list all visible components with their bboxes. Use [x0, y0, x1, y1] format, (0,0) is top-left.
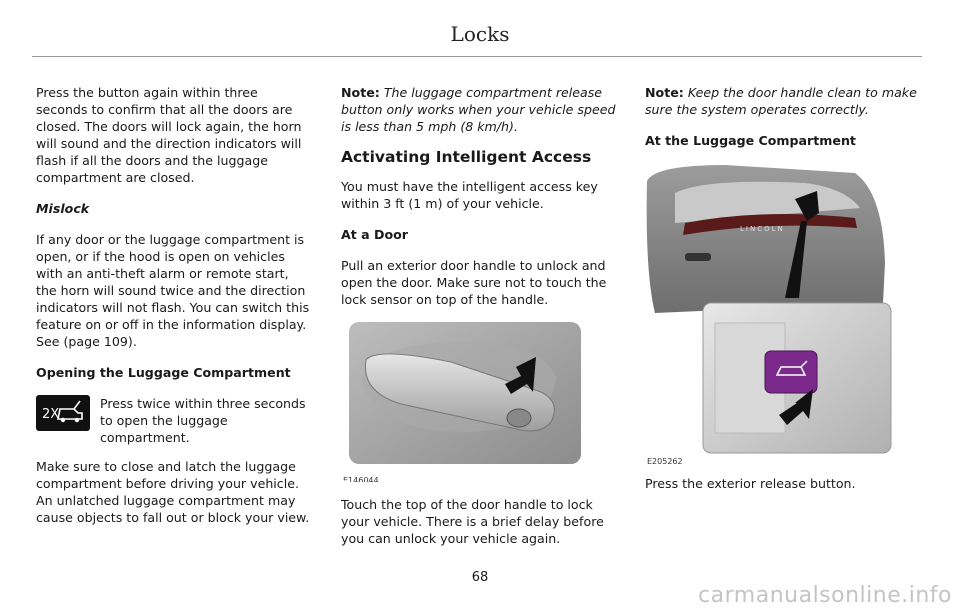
- page-number: 68: [471, 570, 489, 585]
- at-a-door-heading: At a Door: [341, 227, 409, 242]
- paragraph-mislock: [36, 231, 312, 350]
- note-text: Keep the door handle clean to make sure the system operates correctly.: [645, 85, 917, 117]
- intelligent-access-heading: Activating Intelligent Access: [341, 148, 592, 166]
- column-1: [36, 84, 312, 540]
- note-luggage-speed: [341, 84, 617, 135]
- mislock-heading: Mislock: [36, 201, 90, 216]
- note-handle-clean: [645, 84, 925, 118]
- door-handle-illustration: [341, 322, 581, 482]
- at-luggage-heading: At the Luggage Compartment: [645, 133, 856, 148]
- mislock-text: If any door or the luggage compartment is open, or if the hood is open on vehicles with an anti-theft alarm or remote start, the horn will sound twice and the direction indicators will not flash. You can switch this feature on or off in the information display. See (page 109).: [36, 232, 310, 349]
- key-fob-instruction: [36, 395, 312, 446]
- header-rule: [32, 56, 922, 57]
- car-badge-text: LINCOLN: [740, 225, 785, 233]
- paragraph-unlock-door: Pull an exterior door handle to unlock and open the door. Make sure not to touch the lock sensor on top of the handle.: [341, 258, 607, 307]
- note-label: Note:: [645, 85, 684, 100]
- paragraph-latch-warning: Make sure to close and latch the luggage compartment before driving your vehicle. An unlatched luggage compartment may cause objects to fall out or block your view.: [36, 459, 310, 525]
- opening-luggage-heading: Opening the Luggage Compartment: [36, 365, 291, 380]
- watermark: carmanualsonline.info: [698, 583, 952, 608]
- note-label: Note:: [341, 85, 380, 100]
- door-handle-figure: [341, 322, 581, 482]
- column-2: [341, 84, 617, 561]
- paragraph-confirm-lock: Press the button again within three seconds to confirm that all the doors are closed. The doors will lock again, the horn will sound and the direction indicators will flash if all the doors and the luggage compartment are closed.: [36, 85, 302, 185]
- car-rear-illustration: [645, 163, 895, 463]
- figure-id-e146044: E146044: [343, 476, 379, 482]
- note-text: The luggage compartment release button only works when your vehicle speed is less than 5 mph (8 km/h).: [341, 85, 616, 134]
- column-3: [645, 84, 925, 506]
- paragraph-press-release: Press the exterior release button.: [645, 476, 856, 491]
- page-title: Locks: [450, 22, 510, 46]
- luggage-release-figure: [645, 163, 895, 466]
- icon-instruction-text: Press twice within three seconds to open the luggage compartment.: [100, 396, 306, 445]
- trunk-release-2x-icon: [36, 395, 90, 431]
- icon-2x-label: 2X: [42, 407, 60, 422]
- figure-id-e205262: E205262: [647, 457, 683, 466]
- paragraph-key-range: You must have the intelligent access key within 3 ft (1 m) of your vehicle.: [341, 179, 598, 211]
- paragraph-lock-door: Touch the top of the door handle to lock your vehicle. There is a brief delay before you can unlock your vehicle again.: [341, 497, 604, 546]
